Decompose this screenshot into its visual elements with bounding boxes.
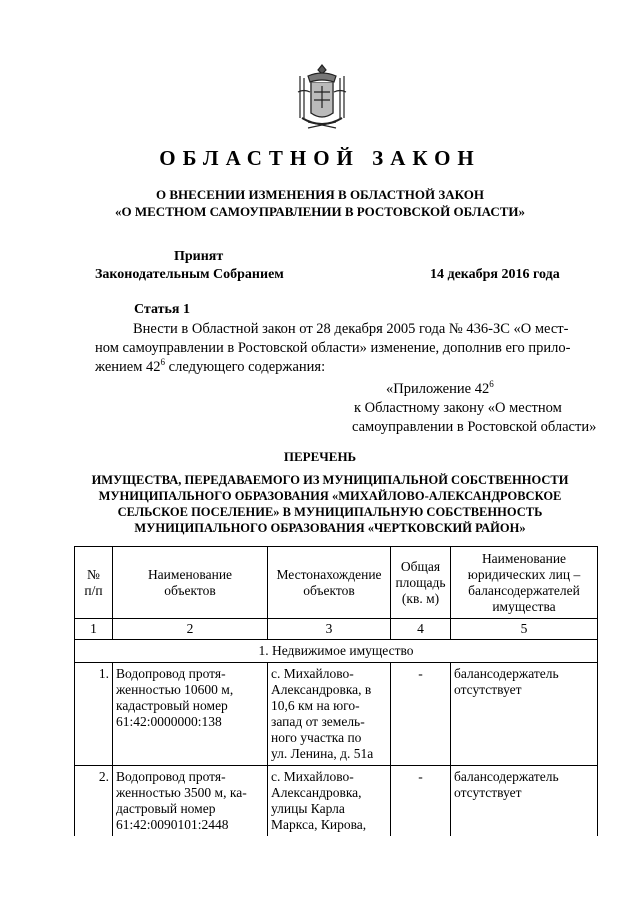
- row-location-line: Александровка, в: [271, 682, 372, 697]
- row-holder-line: отсутствует: [454, 785, 522, 800]
- article-line-3-sup: 6: [160, 357, 166, 368]
- row-location: [268, 663, 391, 766]
- row-location-line: Маркса, Кирова,: [271, 817, 367, 832]
- article-line-3-end: следующего содержания:: [165, 359, 326, 375]
- table-section-row: [75, 640, 598, 663]
- column-number: 1: [75, 619, 113, 640]
- adopted-by: Законодательным Собранием: [95, 267, 284, 282]
- row-location-line: Александровка,: [271, 785, 362, 800]
- section-title: 1. Недвижимое имущество: [75, 640, 598, 663]
- article-line-1: Внести в Областной закон от 28 декабря 2005 года № 436-ЗС «О мест-: [133, 321, 569, 337]
- header-name-line-2: объектов: [164, 582, 216, 598]
- perechen-line-1: ИМУЩЕСТВА, ПЕРЕДАВАЕМОГО ИЗ МУНИЦИПАЛЬНОЙ СОБСТВЕННОСТИ: [91, 473, 569, 487]
- row-location-line: с. Михайлово-: [271, 666, 354, 681]
- header-holder-line-4: имущества: [492, 598, 556, 614]
- header-area: [391, 547, 451, 619]
- row-name-line: Водопровод протя-: [116, 666, 226, 681]
- header-name-line-1: Наименование: [147, 566, 233, 582]
- row-number: 2.: [75, 766, 113, 837]
- row-name-line: женностью 3500 м, ка-: [116, 785, 247, 800]
- header-num-line-2: п/п: [84, 582, 103, 598]
- article-line-3-text: жением 42: [95, 359, 161, 375]
- header-area-line-1: Общая: [400, 558, 441, 574]
- perechen-title: [60, 472, 600, 536]
- row-holder: [451, 663, 598, 766]
- perechen-heading: ПЕРЕЧЕНЬ: [283, 449, 357, 464]
- perechen-line-3: СЕЛЬСКОЕ ПОСЕЛЕНИЕ» В МУНИЦИПАЛЬНУЮ СОБСТВЕННОСТЬ: [117, 505, 543, 519]
- appendix-header: [352, 380, 612, 437]
- row-name-line: 61:42:0090101:2448: [116, 817, 229, 832]
- adopted-word: Принят: [174, 249, 224, 264]
- row-holder-line: балансодержатель: [454, 769, 559, 784]
- row-name: [113, 663, 268, 766]
- row-name-line: 61:42:0000000:138: [116, 714, 222, 729]
- row-location-line: ул. Ленина, д. 51а: [271, 746, 374, 761]
- table-row: [75, 663, 598, 766]
- column-number: 5: [451, 619, 598, 640]
- column-number: 3: [268, 619, 391, 640]
- row-location-line: 10,6 км на юго-: [271, 698, 360, 713]
- law-subtitle: [60, 186, 580, 220]
- row-name-line: женностью 10600 м,: [116, 682, 234, 697]
- header-num: [75, 547, 113, 619]
- header-area-line-3: (кв. м): [401, 590, 440, 606]
- column-number: 2: [113, 619, 268, 640]
- row-holder-line: балансодержатель: [454, 666, 559, 681]
- row-location-line: улицы Карла: [271, 801, 345, 816]
- row-name: [113, 766, 268, 837]
- header-location-line-2: объектов: [303, 582, 355, 598]
- appendix-line-1-text: «Приложение 42: [386, 381, 490, 397]
- row-location-line: с. Михайлово-: [271, 769, 354, 784]
- header-holder: [451, 547, 598, 619]
- row-location-line: запад от земель-: [271, 714, 365, 729]
- row-holder-line: отсутствует: [454, 682, 522, 697]
- subtitle-line-1: О ВНЕСЕНИИ ИЗМЕНЕНИЯ В ОБЛАСТНОЙ ЗАКОН: [156, 187, 484, 202]
- row-number: 1.: [75, 663, 113, 766]
- table-row: [75, 766, 598, 837]
- row-location-line: ного участка по: [271, 730, 362, 745]
- header-holder-line-2: юридических лиц –: [467, 566, 581, 582]
- appendix-line-2: к Областному закону «О местном: [354, 400, 562, 416]
- row-holder: [451, 766, 598, 837]
- row-location: [268, 766, 391, 837]
- perechen-line-4: МУНИЦИПАЛЬНОГО ОБРАЗОВАНИЯ «ЧЕРТКОВСКИЙ РАЙОН»: [134, 521, 526, 535]
- header-location-line-1: Местонахождение: [276, 566, 382, 582]
- header-num-line-1: №: [87, 566, 100, 582]
- header-name: [113, 547, 268, 619]
- row-name-line: дастровый номер: [116, 801, 216, 816]
- header-holder-line-1: Наименование: [481, 550, 567, 566]
- column-number: 4: [391, 619, 451, 640]
- row-name-line: Водопровод протя-: [116, 769, 226, 784]
- row-area: -: [391, 766, 451, 837]
- article-line-3: [95, 358, 600, 377]
- header-location: [268, 547, 391, 619]
- row-name-line: кадастровый номер: [116, 698, 228, 713]
- article-heading: Статья 1: [134, 302, 190, 317]
- header-area-line-2: площадь: [395, 574, 446, 590]
- article-line-2: ном самоуправлении в Ростовской области» изменение, дополнив его прило-: [95, 340, 571, 356]
- appendix-line-1-sup: 6: [489, 379, 494, 390]
- table-column-numbers-row: [75, 619, 598, 640]
- perechen-line-2: МУНИЦИПАЛЬНОГО ОБРАЗОВАНИЯ «МИХАЙЛОВО-АЛЕКСАНДРОВСКОЕ: [98, 489, 562, 503]
- appendix-line-3: самоуправлении в Ростовской области»: [352, 419, 597, 435]
- row-area: -: [391, 663, 451, 766]
- coat-of-arms-emblem: [294, 62, 350, 134]
- property-table: [74, 546, 598, 836]
- adopted-date: 14 декабря 2016 года: [430, 267, 560, 282]
- article-body: [95, 320, 600, 377]
- subtitle-line-2: «О МЕСТНОМ САМОУПРАВЛЕНИИ В РОСТОВСКОЙ ОБЛАСТИ»: [115, 204, 525, 219]
- table-header-row: [75, 547, 598, 619]
- law-title: ОБЛАСТНОЙ ЗАКОН: [159, 146, 481, 170]
- appendix-line-1: [352, 380, 612, 399]
- header-holder-line-3: балансодержателей: [468, 582, 580, 598]
